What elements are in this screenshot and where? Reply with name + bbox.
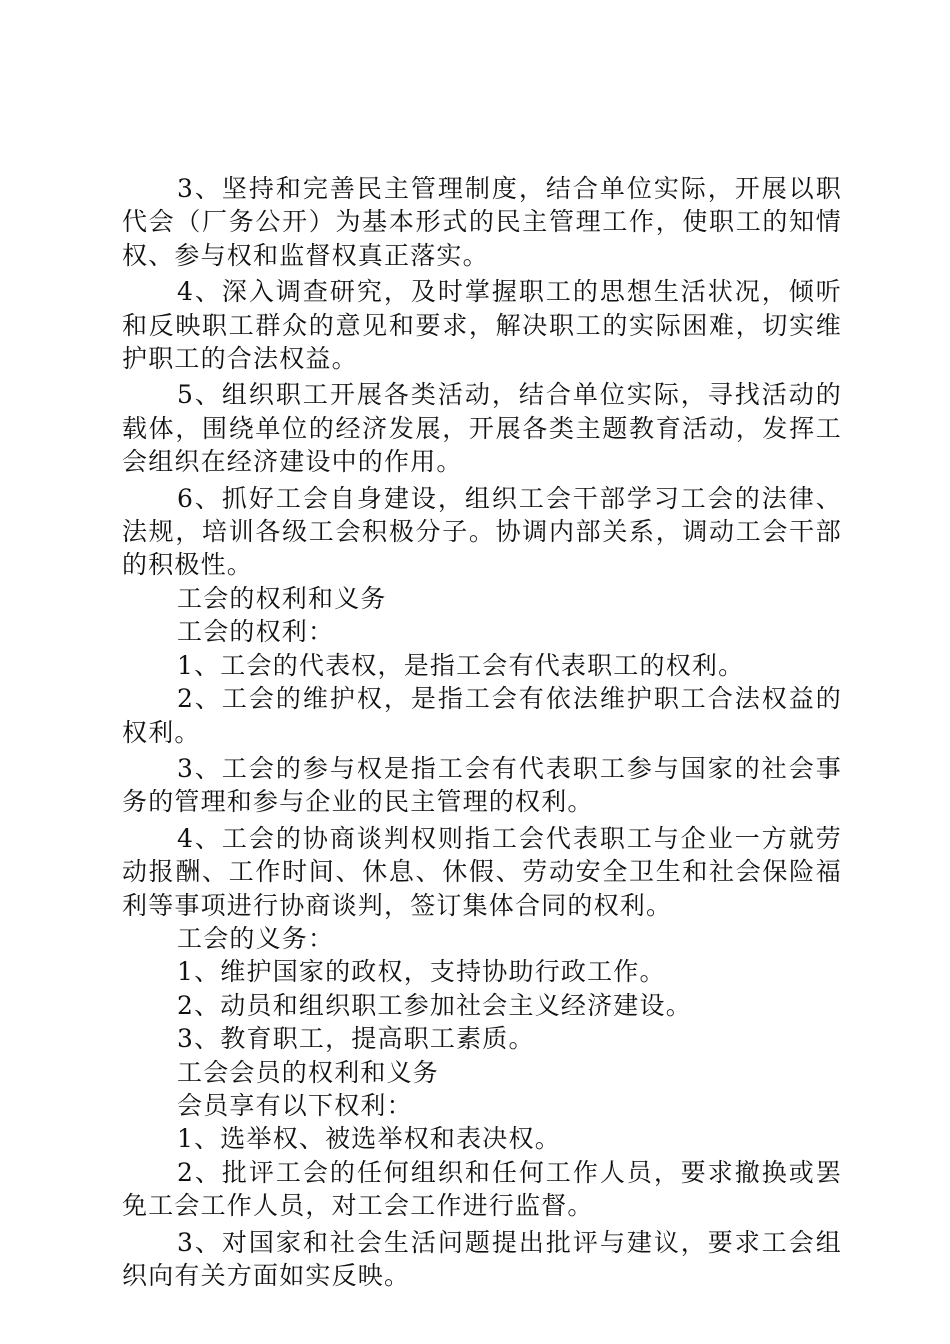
section-heading: 工会的权利和义务 [177,583,387,613]
paragraph: 3、教育职工，提高职工素质。 [177,1024,535,1054]
section-heading: 工会会员的权利和义务 [177,1057,440,1087]
paragraph: 1、工会的代表权，是指工会有代表职工的权利。 [177,650,745,680]
paragraph: 3、工会的参与权是指工会有代表职工参与国家的社会事务的管理和参与企业的民主管理的权利。 [122,753,842,817]
subsection-heading: 会员享有以下权利： [177,1090,413,1120]
subsection-heading: 工会的权利： [177,617,335,647]
paragraph: 3、对国家和社会生活问题提出批评与建议，要求工会组织向有关方面如实反映。 [122,1227,842,1290]
paragraph: 5、组织职工开展各类活动，结合单位实际，寻找活动的载体，围绕单位的经济发展，开展各类主题教育活动，发挥工会组织在经济建设中的作用。 [122,380,842,477]
paragraph: 1、维护国家的政权，支持协助行政工作。 [177,957,666,987]
paragraph: 2、工会的维护权，是指工会有依法维护职工合法权益的权利。 [122,684,842,747]
paragraph: 2、批评工会的任何组织和任何工作人员，要求撤换或罢免工会工作人员，对工会工作进行监督。 [122,1157,842,1221]
paragraph: 1、选举权、被选举权和表决权。 [177,1124,561,1154]
paragraph: 6、抓好工会自身建设，组织工会干部学习工会的法律、法规，培训各级工会积极分子。协调内部关系，调动工会干部的积极性。 [122,483,842,580]
paragraph: 3、坚持和完善民主管理制度，结合单位实际，开展以职代会（厂务公开）为基本形式的民主管理工作，使职工的知情权、参与权和监督权真正落实。 [122,174,842,270]
paragraph: 2、动员和组织职工参加社会主义经济建设。 [177,990,692,1020]
paragraph: 4、工会的协商谈判权则指工会代表职工与企业一方就劳动报酬、工作时间、休息、休假、劳动安全卫生和社会保险福利等事项进行协商谈判，签订集体合同的权利。 [122,823,842,920]
paragraph: 4、深入调查研究，及时掌握职工的思想生活状况，倾听和反映职工群众的意见和要求，解决职工的实际困难，切实维护职工的合法权益。 [122,277,842,374]
document-body [122,172,842,1292]
subsection-heading: 工会的义务： [177,923,335,953]
